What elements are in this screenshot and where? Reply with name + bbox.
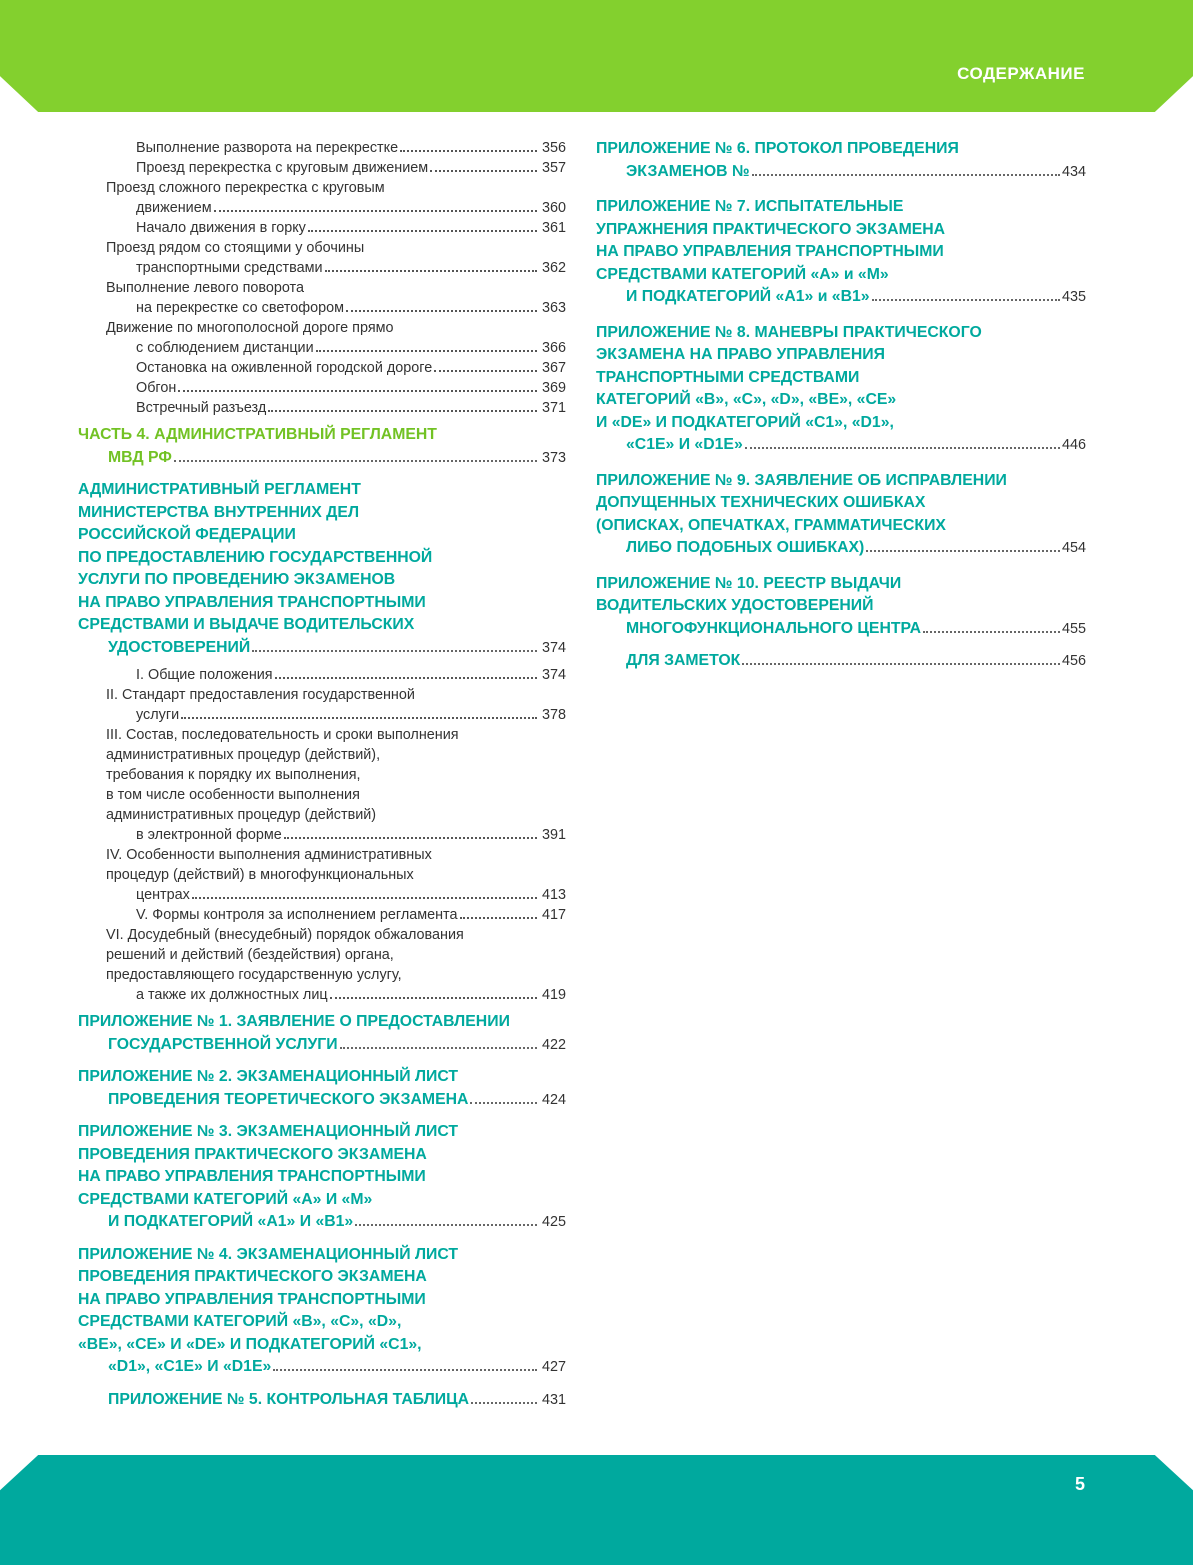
toc-line-text: Остановка на оживленной городской дороге — [136, 360, 433, 376]
toc-line-last — [136, 705, 566, 725]
toc-entry[interactable] — [78, 238, 566, 278]
toc-line: ПРИЛОЖЕНИЕ № 9. ЗАЯВЛЕНИЕ ОБ ИСПРАВЛЕНИИ — [596, 471, 1007, 489]
page-ref: 424 — [541, 1091, 566, 1108]
toc-line-last — [136, 198, 566, 218]
page-ref: 371 — [541, 400, 566, 416]
toc-line: АДМИНИСТРАТИВНЫЙ РЕГЛАМЕНТ — [78, 481, 361, 498]
toc-entry[interactable] — [78, 665, 566, 685]
toc-entry[interactable] — [78, 318, 566, 358]
page-ref: 366 — [541, 340, 566, 356]
toc-line: МИНИСТЕРСТВА ВНУТРЕННИХ ДЕЛ — [78, 503, 360, 521]
toc-line-text: Выполнение разворота на перекрестке — [136, 140, 399, 156]
dot-leader — [460, 915, 538, 919]
toc-line-last — [136, 218, 566, 238]
toc-line: VI. Досудебный (внесудебный) порядок обжалования — [106, 927, 464, 943]
page-ref: 357 — [541, 160, 566, 176]
toc-line-last — [626, 618, 1086, 641]
toc-entry[interactable] — [78, 725, 566, 845]
toc-line-last — [626, 650, 1086, 673]
toc-line: ПРИЛОЖЕНИЕ № 10. РЕЕСТР ВЫДАЧИ — [596, 574, 902, 592]
toc-line: СРЕДСТВАМИ КАТЕГОРИЙ «А» И «М» — [78, 1190, 373, 1208]
toc-line: ПРОВЕДЕНИЯ ПРАКТИЧЕСКОГО ЭКЗАМЕНА — [78, 1145, 427, 1163]
dot-leader — [273, 1367, 537, 1371]
toc-line: ПРИЛОЖЕНИЕ № 7. ИСПЫТАТЕЛЬНЫЕ — [596, 198, 904, 215]
toc-entry[interactable] — [78, 278, 566, 318]
dot-leader — [745, 445, 1060, 449]
page-ref: 427 — [541, 1359, 566, 1375]
toc-entry[interactable] — [78, 398, 566, 418]
dot-leader — [346, 308, 537, 312]
toc-line-last — [136, 358, 566, 378]
toc-appendix-8[interactable] — [596, 322, 1086, 457]
toc-line-text: ДЛЯ ЗАМЕТОК — [626, 652, 741, 669]
toc-line-last — [136, 258, 566, 278]
toc-part-4[interactable] — [78, 424, 566, 469]
toc-line: ПРИЛОЖЕНИЕ № 1. ЗАЯВЛЕНИЕ О ПРЕДОСТАВЛЕНИИ — [78, 1013, 510, 1030]
toc-line-text: движением — [136, 200, 212, 216]
page-ref: 362 — [541, 260, 566, 276]
page-ref: 456 — [1061, 653, 1086, 669]
page-ref: 431 — [541, 1391, 566, 1408]
page-ref: 425 — [541, 1214, 566, 1230]
toc-line-text: Проезд перекрестка с круговым движением — [136, 160, 429, 176]
toc-line-text: УДОСТОВЕРЕНИЙ — [108, 638, 251, 656]
page-ref: 363 — [541, 300, 566, 316]
toc-appendix-5[interactable] — [78, 1389, 566, 1412]
toc-line: НА ПРАВО УПРАВЛЕНИЯ ТРАНСПОРТНЫМИ — [78, 593, 426, 611]
toc-line: НА ПРАВО УПРАВЛЕНИЯ ТРАНСПОРТНЫМИ — [78, 1168, 426, 1185]
toc-line: КАТЕГОРИЙ «В», «С», «D», «ВЕ», «СЕ» — [596, 391, 897, 408]
toc-line-last — [626, 434, 1086, 457]
page-ref: 367 — [541, 360, 566, 376]
toc-line: ВОДИТЕЛЬСКИХ УДОСТОВЕРЕНИЙ — [596, 597, 874, 614]
page-ref: 454 — [1061, 540, 1086, 556]
toc-line: (ОПИСКАХ, ОПЕЧАТКАХ, ГРАММАТИЧЕСКИХ — [596, 516, 946, 534]
toc-appendix-1[interactable] — [78, 1011, 566, 1056]
toc-line-last — [626, 537, 1086, 560]
toc-appendix-2[interactable] — [78, 1066, 566, 1111]
toc-line: СРЕДСТВАМИ И ВЫДАЧЕ ВОДИТЕЛЬСКИХ — [78, 616, 415, 633]
toc-line-last — [108, 447, 566, 470]
toc-entry[interactable] — [78, 218, 566, 238]
toc-line-text: I. Общие положения — [136, 667, 273, 683]
dot-leader — [252, 648, 537, 652]
toc-regulation[interactable] — [78, 479, 566, 659]
toc-entry[interactable] — [78, 905, 566, 925]
toc-notes[interactable] — [596, 650, 1086, 673]
toc-entry[interactable] — [78, 378, 566, 398]
dot-leader — [872, 297, 1060, 301]
toc-line: УСЛУГИ ПО ПРОВЕДЕНИЮ ЭКЗАМЕНОВ — [78, 571, 396, 588]
page-ref: 417 — [541, 907, 566, 923]
toc-entry[interactable] — [78, 178, 566, 218]
toc-line-text: И ПОДКАТЕГОРИЙ «А1» И «В1» — [108, 1213, 354, 1230]
toc-line: ПРИЛОЖЕНИЕ № 4. ЭКЗАМЕНАЦИОННЫЙ ЛИСТ — [78, 1245, 459, 1263]
toc-line-last — [136, 825, 566, 845]
dot-leader — [178, 388, 537, 392]
section-title: СОДЕРЖАНИЕ — [957, 64, 1085, 83]
toc-line-text: «D1», «С1Е» И «D1E» — [108, 1358, 272, 1375]
page-ref: 356 — [541, 140, 566, 156]
toc-entry[interactable] — [78, 358, 566, 378]
toc-line-last — [108, 637, 566, 660]
toc-line-last — [136, 338, 566, 358]
toc-left-column — [78, 138, 566, 1411]
toc-line: ПО ПРЕДОСТАВЛЕНИЮ ГОСУДАРСТВЕННОЙ — [78, 548, 433, 566]
toc-line-text: МНОГОФУНКЦИОНАЛЬНОГО ЦЕНТРА — [626, 619, 922, 637]
toc-line: II. Стандарт предоставления государственной — [106, 687, 415, 703]
toc-line-last — [108, 1389, 566, 1412]
dot-leader — [434, 368, 537, 372]
toc-appendix-4[interactable] — [78, 1244, 566, 1379]
toc-entry[interactable] — [78, 845, 566, 905]
toc-line-last — [136, 985, 566, 1005]
toc-line-text: Встречный разъезд — [136, 400, 267, 416]
toc-line: IV. Особенности выполнения административных — [106, 847, 432, 863]
page-ref: 413 — [541, 887, 566, 903]
dot-leader — [330, 995, 537, 999]
toc-line-last — [626, 161, 1086, 184]
toc-line: ЧАСТЬ 4. АДМИНИСТРАТИВНЫЙ РЕГЛАМЕНТ — [78, 426, 437, 443]
toc-line: Проезд рядом со стоящими у обочины — [106, 240, 365, 256]
toc-line: в том числе особенности выполнения — [106, 787, 360, 803]
toc-line-text: с соблюдением дистанции — [136, 340, 314, 356]
toc-line-last — [136, 138, 566, 158]
toc-line-last — [626, 286, 1086, 309]
toc-line: И «DE» И ПОДКАТЕГОРИЙ «С1», «D1», — [596, 413, 894, 431]
dot-leader — [214, 208, 537, 212]
toc-entry[interactable] — [78, 158, 566, 178]
toc-line-text: «С1Е» И «D1E» — [626, 436, 743, 453]
page-ref: 446 — [1061, 437, 1086, 453]
toc-line: ПРИЛОЖЕНИЕ № 2. ЭКЗАМЕНАЦИОННЫЙ ЛИСТ — [78, 1068, 459, 1085]
toc-right-column — [596, 138, 1086, 673]
toc-line: административных процедур (действий) — [106, 807, 377, 823]
toc-line-text: ПРИЛОЖЕНИЕ № 5. КОНТРОЛЬНАЯ ТАБЛИЦА — [108, 1390, 470, 1408]
toc-line: III. Состав, последовательность и сроки выполнения — [106, 727, 459, 743]
toc-appendix-3[interactable] — [78, 1121, 566, 1234]
dot-leader — [742, 661, 1060, 665]
page-ref: 360 — [541, 200, 566, 216]
toc-line-text: транспортными средствами — [136, 260, 323, 276]
header-banner — [0, 0, 1193, 112]
dot-leader — [752, 172, 1060, 176]
toc-line: административных процедур (действий), — [106, 747, 381, 763]
dot-leader — [400, 148, 537, 152]
toc-line-last — [108, 1356, 566, 1379]
toc-line: «ВЕ», «СЕ» И «DE» И ПОДКАТЕГОРИЙ «С1», — [78, 1335, 422, 1353]
toc-line-last — [108, 1089, 566, 1112]
page-ref: 435 — [1061, 289, 1086, 305]
toc-line: НА ПРАВО УПРАВЛЕНИЯ ТРАНСПОРТНЫМИ — [596, 243, 944, 260]
toc-line-text: И ПОДКАТЕГОРИЙ «А1» и «В1» — [626, 288, 870, 305]
toc-line-last — [108, 1211, 566, 1234]
toc-line-last — [136, 158, 566, 178]
toc-appendix-7[interactable] — [596, 196, 1086, 309]
toc-entry[interactable] — [78, 138, 566, 158]
page-ref: 361 — [541, 220, 566, 236]
page-ref: 378 — [541, 707, 566, 723]
toc-line-text: ГОСУДАРСТВЕННОЙ УСЛУГИ — [108, 1035, 338, 1053]
toc-line-last — [136, 665, 566, 685]
toc-line-text: в электронной форме — [136, 827, 282, 843]
dot-leader — [430, 168, 537, 172]
dot-leader — [316, 348, 537, 352]
toc-line-text: ЭКЗАМЕНОВ № — [626, 162, 750, 180]
page-ref: 369 — [541, 380, 566, 396]
toc-line-text: на перекрестке со светофором — [136, 300, 345, 316]
toc-line: предоставляющего государственную услугу, — [106, 967, 402, 983]
toc-line-last — [108, 1034, 566, 1057]
toc-line: ТРАНСПОРТНЫМИ СРЕДСТВАМИ — [596, 368, 860, 386]
toc-line-text: МВД РФ — [108, 448, 172, 466]
toc-line-text: Начало движения в горку — [136, 220, 306, 236]
page-number: 5 — [1074, 1474, 1085, 1494]
toc-line-text: а также их должностных лиц — [136, 987, 328, 1003]
toc-line: процедур (действий) в многофункциональных — [106, 867, 414, 883]
page-ref: 374 — [541, 639, 566, 656]
dot-leader — [923, 629, 1060, 633]
toc-appendix-6[interactable] — [596, 138, 1086, 183]
dot-leader — [268, 408, 537, 412]
page-ref: 373 — [541, 449, 566, 466]
toc-line: НА ПРАВО УПРАВЛЕНИЯ ТРАНСПОРТНЫМИ — [78, 1290, 426, 1308]
toc-line: Движение по многополосной дороге прямо — [106, 320, 394, 336]
toc-line: УПРАЖНЕНИЯ ПРАКТИЧЕСКОГО ЭКЗАМЕНА — [596, 220, 946, 238]
page-ref: 374 — [541, 667, 566, 683]
toc-line: ПРИЛОЖЕНИЕ № 6. ПРОТОКОЛ ПРОВЕДЕНИЯ — [596, 140, 959, 157]
toc-line-last — [136, 905, 566, 925]
toc-appendix-9[interactable] — [596, 470, 1086, 560]
toc-line: ПРОВЕДЕНИЯ ПРАКТИЧЕСКОГО ЭКЗАМЕНА — [78, 1268, 427, 1285]
toc-entry[interactable] — [78, 685, 566, 725]
toc-line-text: центрах — [136, 887, 190, 903]
toc-line: ЭКЗАМЕНА НА ПРАВО УПРАВЛЕНИЯ — [596, 346, 885, 363]
page-ref: 391 — [541, 827, 566, 843]
page-ref: 455 — [1061, 620, 1086, 637]
toc-line-last — [136, 398, 566, 418]
toc-line-last — [136, 378, 566, 398]
toc-line: СРЕДСТВАМИ КАТЕГОРИЙ «А» и «М» — [596, 265, 889, 283]
dot-leader — [470, 1100, 537, 1104]
toc-line: Выполнение левого поворота — [106, 280, 304, 296]
dot-leader — [181, 715, 537, 719]
toc-line-text: ЛИБО ПОДОБНЫХ ОШИБКАХ) — [626, 539, 865, 556]
toc-line: ПРИЛОЖЕНИЕ № 3. ЭКЗАМЕНАЦИОННЫЙ ЛИСТ — [78, 1123, 459, 1140]
dot-leader — [275, 675, 537, 679]
dot-leader — [471, 1400, 537, 1404]
dot-leader — [308, 228, 537, 232]
toc-line: требования к порядку их выполнения, — [106, 767, 361, 783]
dot-leader — [325, 268, 537, 272]
toc-line-text: услуги — [136, 707, 180, 723]
toc-line-last — [136, 885, 566, 905]
dot-leader — [174, 458, 537, 462]
toc-line: Проезд сложного перекрестка с круговым — [106, 180, 385, 196]
toc-entry[interactable] — [78, 925, 566, 1005]
dot-leader — [866, 548, 1060, 552]
page-ref: 422 — [541, 1036, 566, 1053]
dot-leader — [192, 895, 537, 899]
toc-appendix-10[interactable] — [596, 573, 1086, 641]
toc-line: СРЕДСТВАМИ КАТЕГОРИЙ «В», «С», «D», — [78, 1313, 402, 1330]
toc-line: ДОПУЩЕННЫХ ТЕХНИЧЕСКИХ ОШИБКАХ — [596, 494, 926, 511]
dot-leader — [355, 1222, 537, 1226]
toc-line-text: Обгон — [136, 380, 177, 396]
toc-line-text: ПРОВЕДЕНИЯ ТЕОРЕТИЧЕСКОГО ЭКЗАМЕНА — [108, 1090, 469, 1108]
dot-leader — [284, 835, 537, 839]
toc-line-text: V. Формы контроля за исполнением регламента — [136, 907, 458, 923]
toc-line: решений и действий (бездействия) органа, — [106, 947, 394, 963]
toc-line: ПРИЛОЖЕНИЕ № 8. МАНЕВРЫ ПРАКТИЧЕСКОГО — [596, 323, 982, 341]
page-ref: 419 — [541, 987, 566, 1003]
footer-banner — [0, 1455, 1193, 1565]
toc-line-last — [136, 298, 566, 318]
dot-leader — [340, 1045, 537, 1049]
toc-line: РОССИЙСКОЙ ФЕДЕРАЦИИ — [78, 526, 296, 543]
page-ref: 434 — [1061, 163, 1086, 180]
